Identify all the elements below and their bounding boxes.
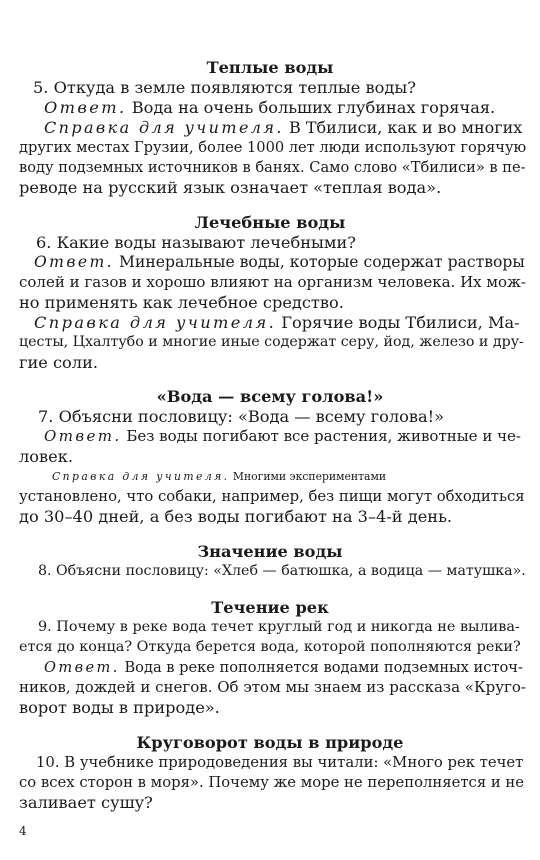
answer-line bbox=[44, 427, 524, 446]
answer-text: Без воды погибают все растения, животные и че- bbox=[126, 427, 521, 445]
section-heading: Значение воды bbox=[197, 542, 343, 561]
body-line: ников, дождей и снегов. Об этом мы знаем из рассказа «Круго- bbox=[19, 678, 526, 696]
body-line: воду подземных источников в банях. Само слово «Тбилиси» в пе- bbox=[19, 159, 526, 176]
teacher-note-label: Справка для учителя. bbox=[44, 118, 284, 137]
answer-label: Ответ. bbox=[44, 98, 127, 117]
teacher-note-label: Справка для учителя. bbox=[52, 470, 230, 483]
answer-text: Вода в реке пополняется водами подземных источ- bbox=[124, 659, 523, 676]
body-line: до 30–40 дней, а без воды погибают на 3–4-й день. bbox=[19, 507, 453, 526]
answer-line bbox=[44, 98, 524, 117]
note-line bbox=[34, 313, 520, 332]
answer-text: Минеральные воды, которые содержат растворы bbox=[119, 253, 525, 271]
body-line: других местах Грузии, более 1000 лет люди используют горячую bbox=[19, 139, 527, 156]
teacher-note-label: Справка для учителя. bbox=[34, 313, 277, 332]
body-line: но применять как лечебное средство. bbox=[19, 293, 344, 312]
section-heading: Течение рек bbox=[211, 598, 329, 617]
body-line: установлено, что собаки, например, без пищи могут обходиться bbox=[19, 488, 525, 505]
body-line: ловек. bbox=[19, 447, 73, 466]
note-line bbox=[52, 467, 532, 486]
answer-line bbox=[44, 658, 524, 677]
body-line: ворот воды в природе». bbox=[19, 698, 220, 717]
note-text: Горячие воды Тбилиси, Ма- bbox=[281, 313, 520, 332]
section-heading: Круговорот воды в природе bbox=[136, 733, 404, 752]
answer-label: Ответ. bbox=[44, 427, 122, 445]
question-line: 8. Объясни пословицу: «Хлеб — батюшка, а водица — матушка». bbox=[38, 563, 526, 579]
note-text: В Тбилиси, как и во многих bbox=[288, 118, 523, 137]
question-line: 6. Какие воды называют лечебными? bbox=[36, 233, 356, 252]
body-line: реводе на русский язык означает «теплая вода». bbox=[19, 178, 442, 197]
note-line bbox=[44, 118, 524, 137]
body-line: ется до конца? Откуда берется вода, которой пополняются реки? bbox=[19, 639, 521, 655]
question-line: 9. Почему в реке вода течет круглый год и никогда не вылива- bbox=[38, 619, 520, 635]
section-heading: «Вода — всему голова!» bbox=[156, 387, 384, 406]
note-text: Многими экспериментами bbox=[232, 470, 387, 483]
section-heading: Лечебные воды bbox=[194, 213, 346, 232]
question-line: 5. Откуда в земле появляются теплые воды? bbox=[33, 78, 416, 97]
question-line: 10. В учебнике природоведения вы читали: «Много рек течет bbox=[36, 754, 524, 771]
body-line: солей и газов и хорошо влияют на организм человека. Их мож- bbox=[19, 273, 526, 291]
answer-text: Вода на очень больших глубинах горячая. bbox=[131, 98, 496, 117]
body-line: гие соли. bbox=[19, 353, 99, 372]
answer-label: Ответ. bbox=[44, 659, 120, 676]
body-line: со всех сторон в моря». Почему же море не переполняется и не bbox=[19, 774, 525, 791]
answer-line bbox=[34, 253, 525, 272]
body-line: заливает сушу? bbox=[19, 793, 153, 812]
section-heading: Теплые воды bbox=[206, 58, 334, 77]
page-number: 4 bbox=[19, 824, 27, 838]
body-line: цесты, Цхалтубо и многие иные содержат серу, йод, железо и дру- bbox=[19, 334, 524, 350]
question-line: 7. Объясни пословицу: «Вода — всему голова!» bbox=[38, 407, 445, 426]
answer-label: Ответ. bbox=[34, 253, 115, 271]
